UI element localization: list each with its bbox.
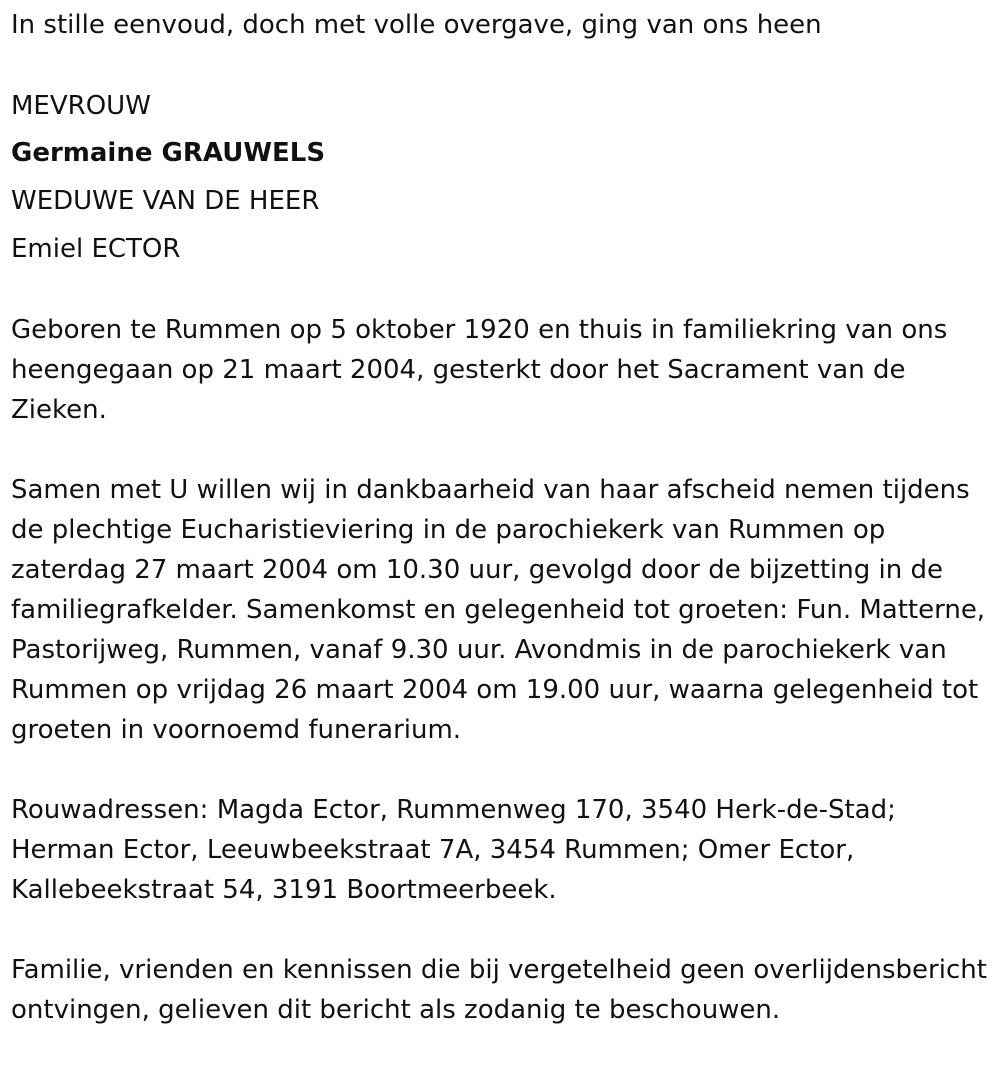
notice-paragraph: Familie, vrienden en kennissen die bij vergetelheid geen overlijdensbericht ontvingen, gelieven dit bericht als zodanig te beschouwen. [11,955,987,1025]
spouse-name: Emiel ECTOR [11,234,181,264]
birth-death-paragraph: Geboren te Rummen op 5 oktober 1920 en thuis in familiekring van ons heengegaan op 21 maart 2004, gesterkt door het Sacrament van de Zieken. [11,315,948,425]
relation-line: WEDUWE VAN DE HEER [11,186,320,216]
service-paragraph: Samen met U willen wij in dankbaarheid van haar afscheid nemen tijdens de plechtige Eucharistieviering in de parochiekerk van Rummen op zaterdag 27 maart 2004 om 10.30 uur, gevolgd door de bijzetting in de familiegrafkelder. Samenkomst en gelegenheid tot groeten: Fun. Matterne, Pastorijweg, Rummen, vanaf 9.30 uur. Avondmis in de parochiekerk van Rummen op vrijdag 26 maart 2004 om 19.00 uur, waarna gelegenheid tot groeten in voornoemd funerarium. [11,475,986,745]
intro-line: In stille eenvoud, doch met volle overgave, ging van ons heen [11,10,822,40]
deceased-name: Germaine GRAUWELS [11,138,326,168]
honorific: MEVROUW [11,91,151,121]
addresses-paragraph: Rouwadressen: Magda Ector, Rummenweg 170, 3540 Herk-de-Stad; Herman Ector, Leeuwbeekstraat 7A, 3454 Rummen; Omer Ector, Kallebeekstraat 54, 3191 Boortmeerbeek. [11,795,896,905]
